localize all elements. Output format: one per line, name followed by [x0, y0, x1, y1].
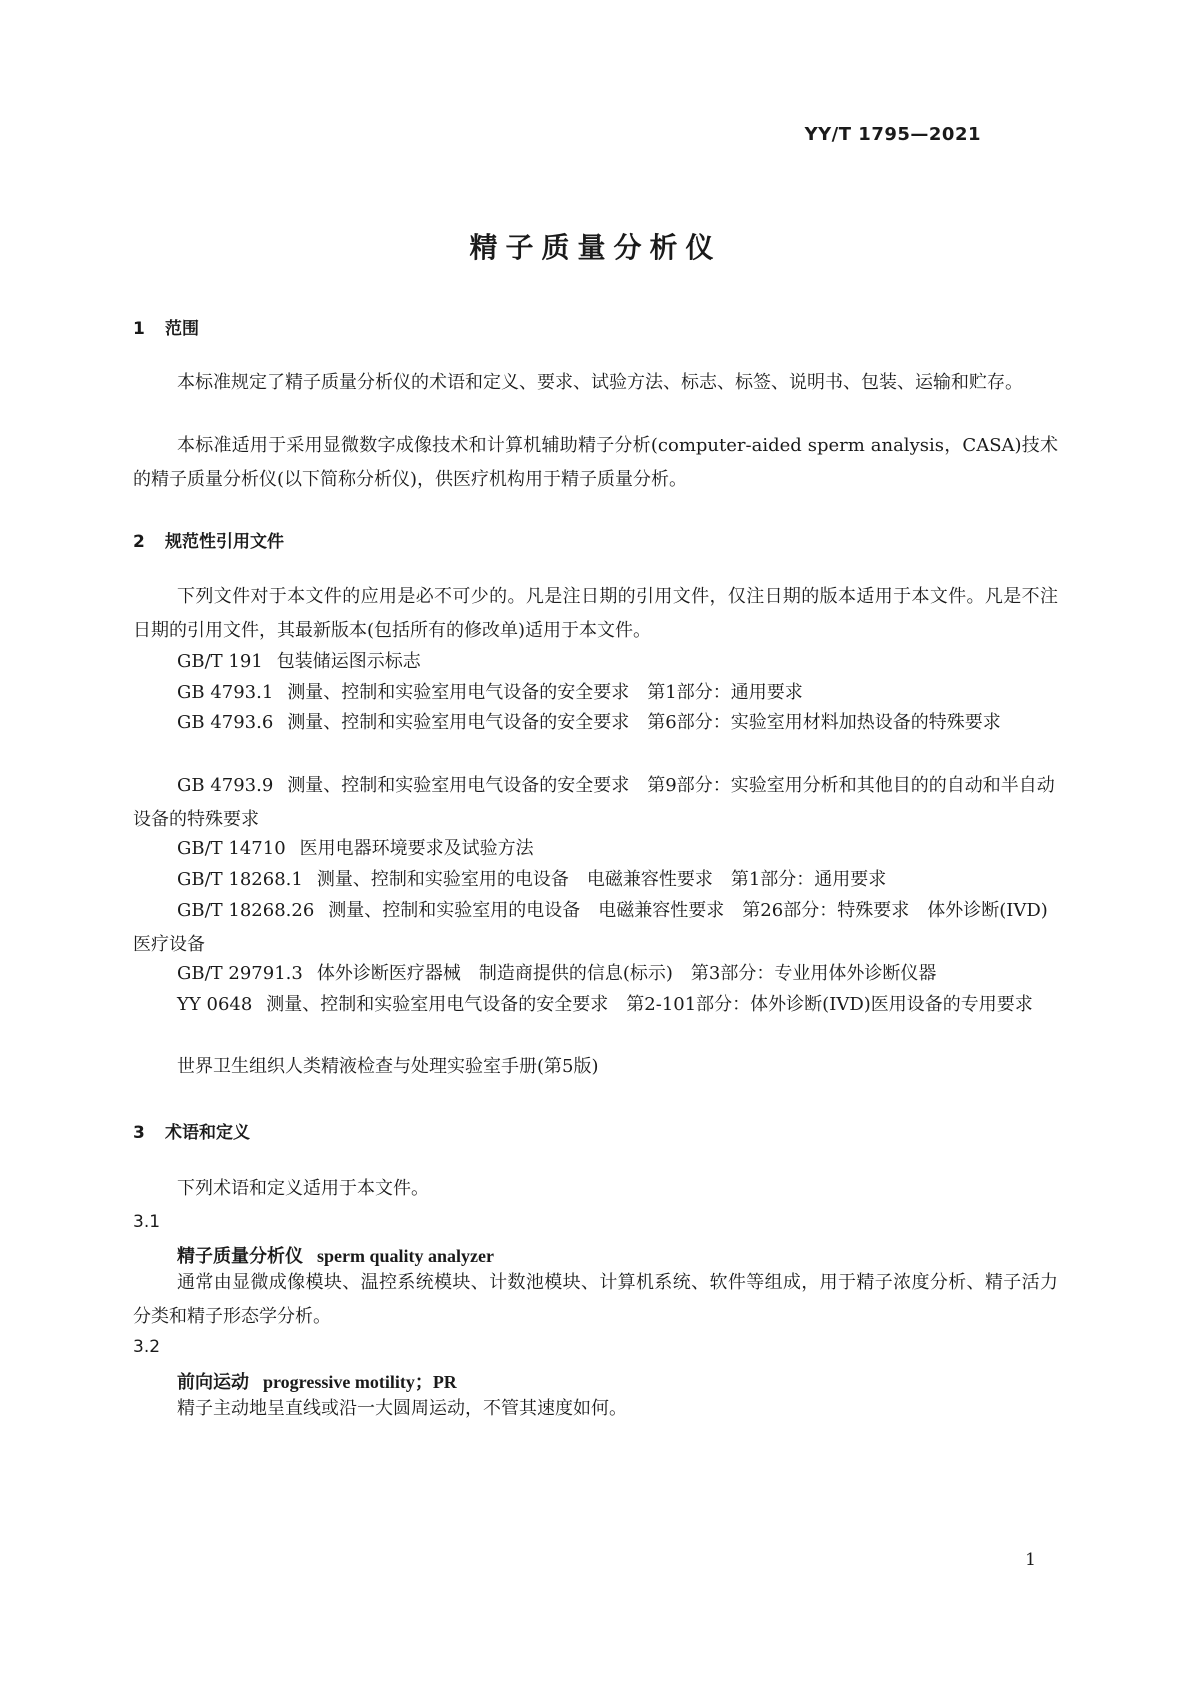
paragraph: 下列术语和定义适用于本文件。: [177, 1178, 429, 1199]
reference-item: [133, 957, 1058, 991]
term-definition: 通常由显微成像模块、温控系统模块、计数池模块、计算机系统、软件等组成，用于精子浓度分析、精子活力分类和精子形态学分析。: [133, 1272, 1058, 1327]
reference-code: YY 0648: [177, 994, 253, 1015]
section-heading-terms-and-definitions: [133, 1118, 250, 1143]
reference-item: [133, 769, 1058, 837]
reference-item: [133, 645, 1058, 679]
paragraph: 下列文件对于本文件的应用是必不可少的。凡是注日期的引用文件，仅注日期的版本适用于本文件。凡是不注日期的引用文件，其最新版本(包括所有的修改单)适用于本文件。: [133, 586, 1058, 641]
reference-title: 测量、控制和实验室用电气设备的安全要求 第2-101部分：体外诊断(IVD)医用设备的专用要求: [266, 994, 1033, 1015]
term-name: [177, 1242, 494, 1268]
reference-title: 测量、控制和实验室用电气设备的安全要求 第9部分：实验室用分析和其他目的的自动和半自动设备的特殊要求: [133, 775, 1055, 830]
reference-item: [133, 863, 1058, 897]
term-name-cn: 精子质量分析仪: [177, 1246, 303, 1267]
term-name-cn: 前向运动: [177, 1372, 249, 1393]
reference-code: GB/T 14710: [177, 838, 286, 859]
reference-title: 世界卫生组织人类精液检查与处理实验室手册(第5版): [177, 1056, 599, 1077]
reference-title: 测量、控制和实验室用的电设备 电磁兼容性要求 第1部分：通用要求: [316, 869, 887, 890]
reference-item: [133, 988, 1058, 1022]
reference-title: 体外诊断医疗器械 制造商提供的信息(标示) 第3部分：专业用体外诊断仪器: [316, 963, 937, 984]
section-number: 2: [133, 532, 145, 552]
reference-code: GB 4793.6: [177, 712, 274, 733]
reference-title: 医用电器环境要求及试验方法: [299, 838, 534, 859]
reference-code: GB/T 18268.26: [177, 900, 315, 921]
paragraph: 本标准适用于采用显微数字成像技术和计算机辅助精子分析(computer-aided sperm analysis，CASA)技术的精子质量分析仪(以下简称分析仪)，供医疗机构用于精子质量分析。: [133, 435, 1058, 490]
reference-code: GB 4793.1: [177, 682, 274, 703]
reference-item: [133, 832, 1058, 866]
page-number: 1: [1025, 1550, 1036, 1570]
reference-title: 包装储运图示标志: [276, 651, 421, 672]
term-definition: 精子主动地呈直线或沿一大圆周运动，不管其速度如何。: [177, 1398, 627, 1419]
section-title: 范围: [165, 319, 199, 339]
reference-title: 测量、控制和实验室用的电设备 电磁兼容性要求 第26部分：特殊要求 体外诊断(IVD)医疗设备: [133, 900, 1048, 955]
reference-item: [133, 1050, 1058, 1084]
standard-code: YY/T 1795—2021: [804, 124, 981, 145]
reference-code: GB 4793.9: [177, 775, 274, 796]
document-title: 精子质量分析仪: [469, 231, 722, 264]
reference-item: [133, 676, 1058, 710]
term-name-en: sperm quality analyzer: [317, 1246, 494, 1266]
reference-code: GB/T 191: [177, 651, 263, 672]
reference-code: GB/T 18268.1: [177, 869, 303, 890]
section-number: 3: [133, 1123, 145, 1143]
section-title: 规范性引用文件: [165, 532, 284, 552]
term-number: 3.1: [133, 1212, 161, 1232]
term-name: [177, 1368, 457, 1394]
reference-title: 测量、控制和实验室用电气设备的安全要求 第1部分：通用要求: [287, 682, 803, 703]
reference-code: GB/T 29791.3: [177, 963, 303, 984]
term-name-en: progressive motility；PR: [263, 1372, 457, 1392]
reference-title: 测量、控制和实验室用电气设备的安全要求 第6部分：实验室用材料加热设备的特殊要求: [287, 712, 1001, 733]
reference-item: [133, 706, 1058, 740]
reference-item: [133, 894, 1058, 962]
term-number: 3.2: [133, 1337, 161, 1357]
section-number: 1: [133, 319, 145, 339]
paragraph: 本标准规定了精子质量分析仪的术语和定义、要求、试验方法、标志、标签、说明书、包装、运输和贮存。: [177, 372, 1023, 393]
section-title: 术语和定义: [165, 1123, 250, 1143]
section-heading-scope: [133, 314, 199, 339]
section-heading-normative-references: [133, 527, 284, 552]
